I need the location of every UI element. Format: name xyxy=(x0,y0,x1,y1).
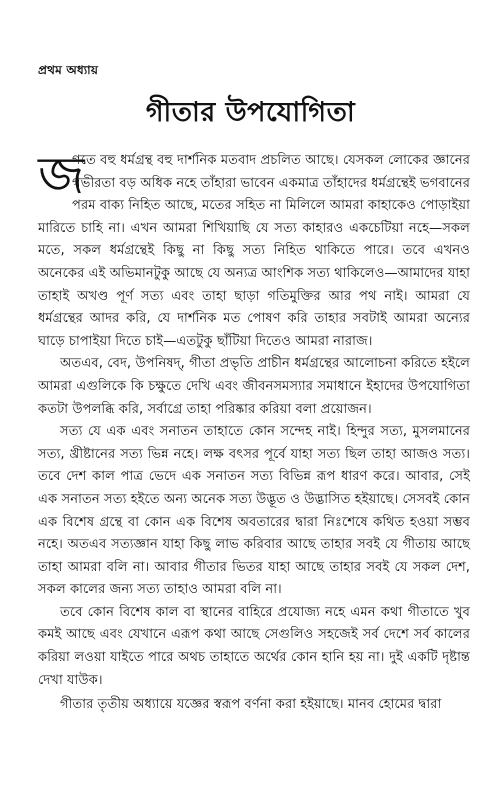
paragraph-2: অতএব, বেদ, উপনিষদ্, গীতা প্রভৃতি প্রাচীন ধর্মগ্রন্থের আলোচনা করিতে হইলে আমরা এগুলিকে কি চক্ষুতে দেখি এবং জীবনসমস্যার সমাধানে ইহাদের উপযোগিতা কতটা উপলব্ধি করি, সর্বাগ্রে তাহা পরিষ্কার করিয়া বলা প্রয়োজন। xyxy=(38,356,470,417)
paragraph-5: গীতার তৃতীয় অধ্যায়ে যজ্ঞের স্বরূপ বর্ণনা করা হইয়াছে। মানব হোমের দ্বারা xyxy=(60,697,442,713)
paragraph-3: সত্য যে এক এবং সনাতন তাহাতে কোন সন্দেহ নাই। হিন্দুর সত্য, মুসলমানের সত্য, খ্রীষ্টানের সত্য ভিন্ন নহে। লক্ষ বৎসর পূর্বে যাহা সত্য ছিল তাহা আজও সত্য। তবে দেশ কাল পাত্র ভেদে এক সনাতন সত্য বিভিন্ন রূপ ধারণ করে। আবার, সেই এক সনাতন সত্য হইতে অন্য অনেক সত্য উদ্ভূত ও উদ্ভাসিত হইয়াছে। সেসবই কোন এক বিশেষ গ্রন্থে বা কোন এক বিশেষ অবতারের দ্বারা নিঃশেষে কথিত হওয়া সম্ভব নহে। অতএব সত্যজ্ঞান যাহা কিছু লাভ করিবার আছে তাহার সবই যে গীতায় আছে তাহা আমরা বলি না। আবার গীতার ভিতর যাহা আছে তাহার সবই যে সকল দেশ, সকল কালের জন্য সত্য তাহাও আমরা বলি না। xyxy=(38,424,470,598)
drop-cap: জ xyxy=(38,146,85,206)
body-text xyxy=(38,146,470,717)
paragraph-1-text: গতে বহু ধর্মগ্রন্থ বহু দার্শনিক মতবাদ প্রচলিত আছে। যেসকল লোকের জ্ঞানের গভীরতা বড় অধিক নহে তাঁহারা ভাবেন একমাত্র তাঁহাদের ধর্মগ্রন্থেই ভগবানের পরম বাক্য নিহিত আছে, মতের সহিত না মিলিলে আমরা কাহাকেও পোড়াইয়া মারিতে চাহি না। এখন আমরা শিখিয়াছি যে সত্য কাহারও একচেটিয়া নহে—সকল মতে, সকল ধর্মগ্রন্থেই কিছু না কিছু সত্য নিহিত থাকিতে পারে। তবে এখনও অনেকের এই অভিমানটুকু আছে যে অন্যত্র আংশিক সত্য থাকিলেও—আমাদের যাহা তাহাই অখণ্ড পূর্ণ সত্য এবং তাহা ছাড়া গতিমুক্তির আর পথ নাই। আমরা যে ধর্মগ্রন্থের আদর করি, যে দার্শনিক মত পোষণ করি তাহার সবটাই আমরা অন্যের ঘাড়ে চাপাইয়া দিতে চাই—এতটুকু ছাঁটিয়া দিতেও আমরা নারাজ। xyxy=(38,153,470,349)
paragraph-1 xyxy=(38,146,470,353)
chapter-title: গীতার উপযোগিতা xyxy=(145,97,356,128)
chapter-label: প্রথম অধ্যায় xyxy=(38,63,99,77)
paragraph-4: তবে কোন বিশেষ কাল বা স্থানের বাহিরে প্রযোজ্য নহে এমন কথা গীতাতে খুব কমই আছে এবং যেখানে এরূপ কথা আছে সেগুলিও সহজেই সর্ব দেশে সর্ব কালের করিয়া লওয়া যাইতে পারে অথচ তাহাতে অর্থের কোন হানি হয় না। দুই একটি দৃষ্টান্ত দেখা যাউক। xyxy=(38,604,470,688)
